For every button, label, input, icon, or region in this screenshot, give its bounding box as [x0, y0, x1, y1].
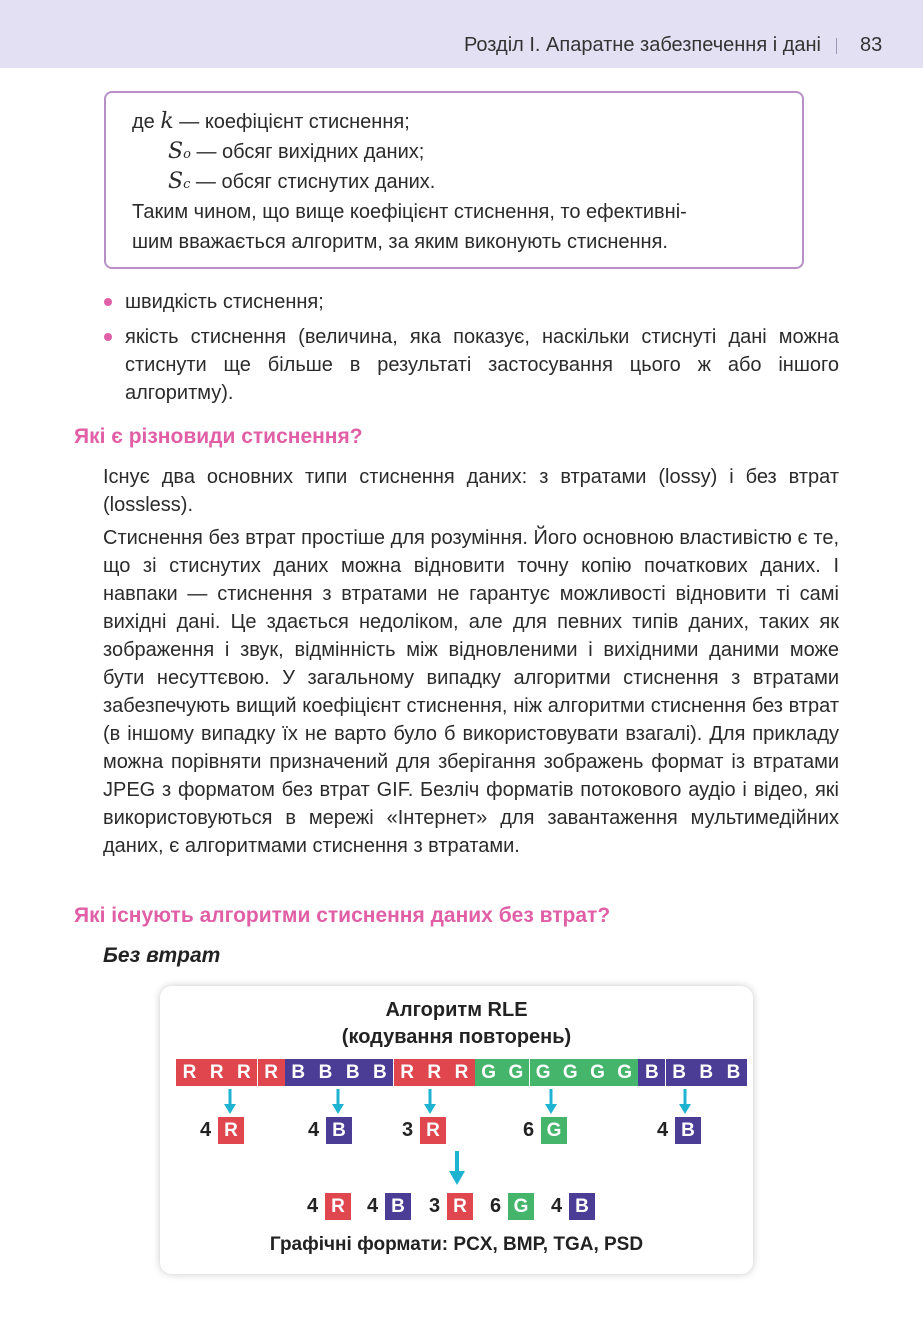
run-symbol: R	[447, 1193, 473, 1220]
run-count: 4	[367, 1195, 379, 1217]
down-arrow-icon	[447, 1151, 467, 1187]
sequence-cell: R	[421, 1059, 448, 1086]
down-arrow-icon	[678, 1089, 692, 1115]
definition-box	[104, 91, 804, 269]
section-heading: Які є різновиди стиснення?	[74, 425, 363, 448]
sequence-cell: R	[448, 1059, 475, 1086]
sequence-cell: B	[638, 1059, 665, 1086]
sequence-cell: B	[339, 1059, 366, 1086]
header-divider	[836, 38, 837, 54]
sequence-cell: G	[530, 1059, 557, 1086]
sequence-cell: R	[258, 1059, 285, 1086]
math-var-k: k	[160, 109, 174, 134]
definition-k	[132, 107, 410, 137]
sequence-cell: G	[584, 1059, 611, 1086]
diagram-subtitle: (кодування повторень)	[341, 1026, 572, 1048]
sequence-cell: R	[203, 1059, 230, 1086]
definition-sc-text: — обсяг стиснутих даних.	[195, 171, 436, 193]
definition-sc	[168, 167, 435, 200]
math-sub-c: c	[183, 177, 191, 192]
sequence-cell: B	[285, 1059, 312, 1086]
run-symbol: G	[541, 1117, 567, 1144]
definition-so	[168, 137, 424, 170]
paragraph: Стиснення без втрат простіше для розуміння. Його основною властивістю є те, що зі стиснутих даних можна відновити точну копію початкових даних. І навпаки — стиснення з втратами не гарантує можливості відновити ті самі вихідні дані. Це здається недоліком, але для певних типів даних, таких як зображення і звук, відмінність між відновленими і вихідними даними може бути несуттєвою. У загальному випадку алгоритми стиснення з втратами забезпечують вищий коефіцієнт стиснення, ніж алгоритми стиснення без втрат (в іншому випадку їх не варто було б використовувати взагалі). Для прикладу можна порівняти призначений для зберігання зображень формат із втратами JPEG з форматом без втрат GIF. Безліч форматів потокового аудіо і відео, які використовуються в мережі «Інтернет» для завантаження мультимедійних даних, є алгоритмами стиснення з втратами.	[103, 527, 839, 857]
sequence-cell: G	[557, 1059, 584, 1086]
rle-diagram	[160, 986, 753, 1274]
subheading: Без втрат	[103, 944, 221, 967]
bullet-item: швидкість стиснення;	[125, 291, 324, 313]
down-arrow-icon	[423, 1089, 437, 1115]
run-symbol: B	[569, 1193, 595, 1220]
run-symbol: R	[218, 1117, 244, 1144]
run-count: 6	[490, 1195, 502, 1217]
section-heading: Які існують алгоритми стиснення даних без втрат?	[74, 904, 611, 927]
run-count: 4	[657, 1119, 669, 1141]
math-var-s: S	[168, 169, 184, 194]
run-count: 3	[429, 1195, 441, 1217]
run-count: 6	[523, 1119, 535, 1141]
page-header	[0, 0, 923, 68]
down-arrow-icon	[544, 1089, 558, 1115]
sequence-cell: B	[312, 1059, 339, 1086]
sequence-cell: R	[176, 1059, 203, 1086]
chapter-title: Розділ І. Апаратне забезпечення і дані	[463, 34, 821, 56]
run-count: 4	[551, 1195, 563, 1217]
run-symbol: G	[508, 1193, 534, 1220]
bullet-dot	[104, 333, 112, 341]
sequence-cell: B	[693, 1059, 720, 1086]
sequence-cell: R	[394, 1059, 421, 1086]
math-var-s: S	[168, 139, 184, 164]
run-symbol: B	[385, 1193, 411, 1220]
math-sub-o: o	[183, 147, 191, 162]
paragraph: Існує два основних типи стиснення даних: з втратами (lossy) і без втрат (lossless).	[103, 466, 839, 516]
run-symbol: R	[420, 1117, 446, 1144]
run-count: 4	[307, 1195, 319, 1217]
sequence-cell: B	[366, 1059, 393, 1086]
diagram-title: Алгоритм RLE	[385, 999, 528, 1021]
definition-so-text: — обсяг вихідних даних;	[196, 141, 425, 163]
diagram-footer: Графічні формати: PCX, BMP, TGA, PSD	[269, 1234, 644, 1255]
sequence-cell: B	[666, 1059, 693, 1086]
sequence-cell: G	[611, 1059, 638, 1086]
page-number: 83	[860, 34, 883, 56]
down-arrow-icon	[331, 1089, 345, 1115]
definition-summary-2: шим вважається алгоритм, за яким виконують стиснення.	[132, 231, 668, 253]
bullet-item: якість стиснення (величина, яка показує, наскільки стиснуті дані можна стиснути ще більше в результаті застосування цього ж або іншого алгоритму).	[125, 326, 839, 404]
run-count: 3	[402, 1119, 414, 1141]
definition-k-text: — коефіцієнт стиснення;	[179, 111, 410, 133]
bullet-dot	[104, 298, 112, 306]
sequence-cell: B	[720, 1059, 747, 1086]
run-count: 4	[308, 1119, 320, 1141]
run-symbol: B	[326, 1117, 352, 1144]
sequence-cell: G	[502, 1059, 529, 1086]
run-count: 4	[200, 1119, 212, 1141]
sequence-cell: R	[230, 1059, 257, 1086]
down-arrow-icon	[223, 1089, 237, 1115]
definition-summary-1: Таким чином, що вище коефіцієнт стиснення, то ефективні-	[132, 201, 687, 223]
run-symbol: B	[675, 1117, 701, 1144]
run-symbol: R	[325, 1193, 351, 1220]
definition-prefix: де	[132, 111, 155, 133]
sequence-cell: G	[475, 1059, 502, 1086]
